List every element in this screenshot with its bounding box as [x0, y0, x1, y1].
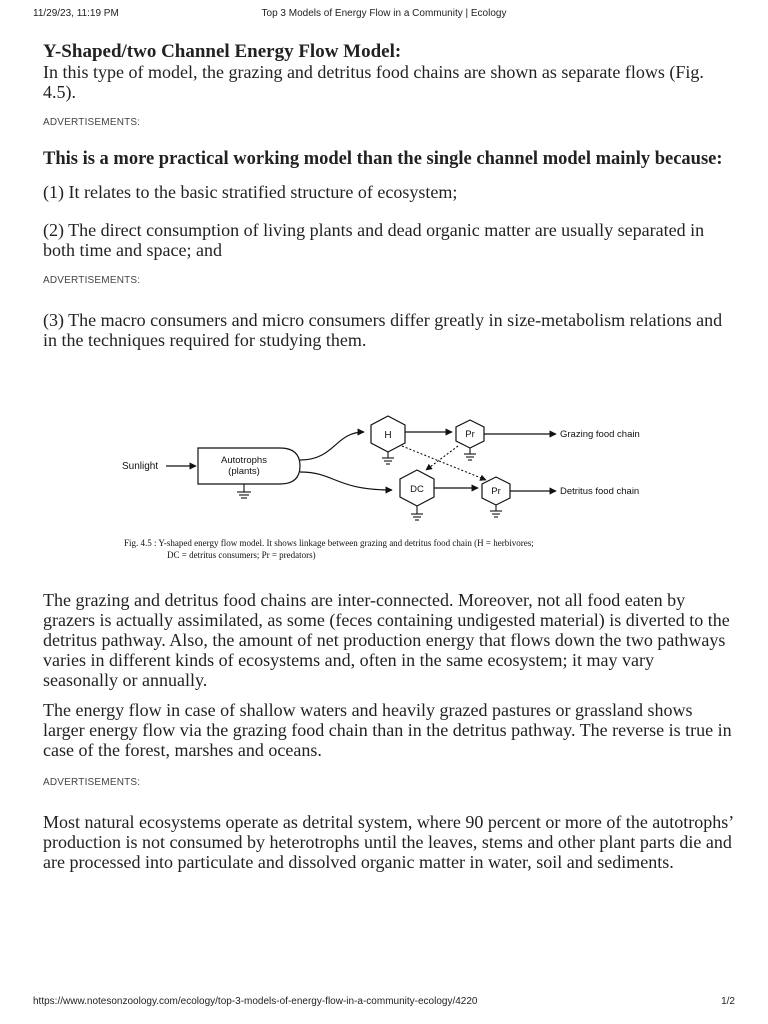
paragraph-interconnected: The grazing and detritus food chains are inter-connected. Moreover, not all food eaten by grazers is actually assimilated, as some (feces containing undigested material) is diverted to the detritus pathway. Also, the amount of net production energy that flows down the two pathways varies in different kinds of ecosystems and, often in the same ecosystem; it may vary seasonally or annually.: [43, 590, 730, 690]
intro-paragraph: In this type of model, the grazing and detritus food chains are shown as separate flows (Fig. 4.5).: [43, 62, 704, 102]
advertisements-label: ADVERTISEMENTS:: [43, 275, 141, 286]
section-heading: Y-Shaped/two Channel Energy Flow Model:: [43, 41, 402, 62]
grazing-branch-arrow: [300, 432, 364, 460]
ground-symbol: [490, 505, 502, 517]
paragraph-energy-flow: The energy flow in case of shallow waters and heavily grazed pastures or grassland shows larger energy flow via the grazing food chain than in the detritus pathway. The reverse is true in case of the forest, marshes and oceans.: [43, 700, 732, 760]
predator-bottom-label: Pr: [491, 486, 501, 497]
article-content: [43, 42, 733, 350]
y-shaped-flow-diagram: [120, 408, 650, 568]
figure-caption-line1: Fig. 4.5 : Y-shaped energy flow model. It shows linkage between grazing and detritus food chain (H = herbivores;: [124, 538, 534, 548]
detritus-branch-arrow: [300, 472, 392, 490]
ground-symbol: [411, 506, 423, 520]
page-url: https://www.notesonzoology.com/ecology/top-3-models-of-energy-flow-in-a-community-ecology/4220: [33, 996, 478, 1007]
advertisements-label: ADVERTISEMENTS:: [43, 777, 141, 788]
lead-paragraph: This is a more practical working model than the single channel model mainly because:: [43, 149, 723, 169]
grazing-chain-label: Grazing food chain: [560, 429, 640, 440]
ground-symbol: [382, 452, 394, 464]
dotted-link-arrow: [426, 446, 458, 470]
print-header: [0, 8, 768, 22]
detritus-consumer-label: DC: [410, 484, 424, 495]
figure-caption-line2: DC = detritus consumers; Pr = predators): [167, 550, 316, 560]
print-page-title: Top 3 Models of Energy Flow in a Community | Ecology: [261, 8, 507, 19]
advertisements-label: ADVERTISEMENTS:: [43, 117, 141, 128]
page-number: 1/2: [721, 996, 735, 1007]
sunlight-label: Sunlight: [122, 461, 159, 472]
predator-top-label: Pr: [465, 429, 475, 440]
print-footer: [0, 996, 768, 1010]
point-3: (3) The macro consumers and micro consumers differ greatly in size-metabolism relations and in the techniques required for studying them.: [43, 310, 723, 350]
energy-flow-figure: [120, 408, 650, 568]
autotrophs-label: Autotrophs: [221, 455, 267, 466]
point-2: (2) The direct consumption of living plants and dead organic matter are usually separated in both time and space; and: [43, 220, 705, 260]
article-content-lower: [43, 590, 733, 872]
point-1: (1) It relates to the basic stratified structure of ecosystem;: [43, 182, 458, 202]
autotrophs-sublabel: (plants): [228, 466, 260, 477]
ground-symbol: [464, 448, 476, 460]
detritus-chain-label: Detritus food chain: [560, 486, 640, 497]
herbivore-label: H: [384, 430, 392, 441]
ground-symbol: [237, 484, 251, 498]
paragraph-detrital-system: Most natural ecosystems operate as detrital system, where 90 percent or more of the autotrophs’ production is not consumed by heterotrophs until the leaves, stems and other plant parts die and are processed into particulate and dissolved organic matter in water, soil and sediments.: [43, 812, 733, 872]
print-datetime: 11/29/23, 11:19 PM: [33, 8, 119, 19]
